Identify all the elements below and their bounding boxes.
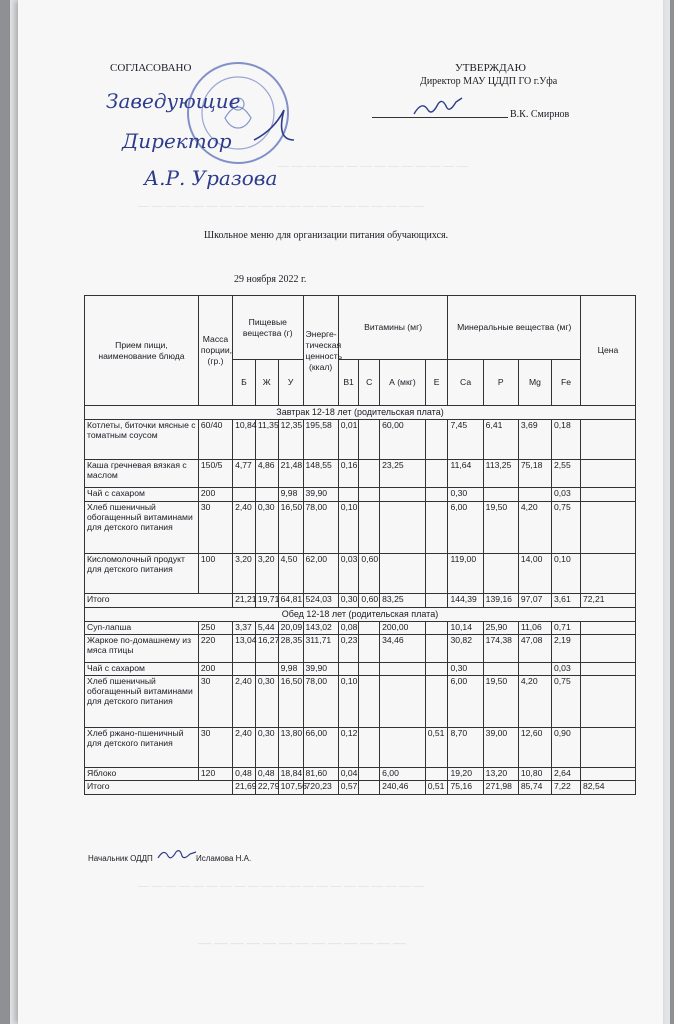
cell-u: 20,09 (278, 622, 303, 635)
cell-b: 2,40 (233, 676, 256, 728)
svg-text:Директор: Директор (122, 129, 232, 153)
cell-a: 6,00 (380, 768, 426, 781)
col-header-mg: Mg (518, 360, 551, 406)
cell-p: 13,20 (483, 768, 518, 781)
cell-u: 107,56 (278, 781, 303, 795)
col-header-energy: Энерге-тическая ценность (ккал) (303, 296, 338, 406)
cell-b: 13,04 (233, 635, 256, 663)
cell-zh: 3,20 (255, 554, 278, 594)
cell-price (581, 488, 636, 502)
cell-name: Каша гречневая вязкая с маслом (85, 460, 199, 488)
cell-mg: 10,80 (518, 768, 551, 781)
col-header-zh: Ж (255, 360, 278, 406)
cell-b1: 0,30 (338, 594, 359, 608)
cell-c (359, 420, 380, 460)
cell-kcal: 78,00 (303, 502, 338, 554)
col-header-vitamins: Витамины (мг) (338, 296, 448, 360)
cell-zh (255, 663, 278, 676)
section-title: Обед 12-18 лет (родительская плата) (85, 608, 636, 622)
approve-label: УТВЕРЖДАЮ (455, 62, 526, 74)
cell-name: Чай с сахаром (85, 663, 199, 676)
cell-b1: 0,10 (338, 502, 359, 554)
cell-price: 82,54 (581, 781, 636, 795)
cell-price (581, 420, 636, 460)
cell-zh: 0,30 (255, 502, 278, 554)
cell-c (359, 635, 380, 663)
cell-p (483, 663, 518, 676)
cell-p: 19,50 (483, 676, 518, 728)
col-header-p: Р (483, 360, 518, 406)
cell-kcal: 66,00 (303, 728, 338, 768)
cell-zh: 19,71 (255, 594, 278, 608)
cell-ca: 30,82 (448, 635, 483, 663)
bleed-through-text: — — — — — — — — — — — — — (198, 935, 406, 950)
cell-b1: 0,23 (338, 635, 359, 663)
cell-c (359, 663, 380, 676)
cell-price (581, 676, 636, 728)
cell-b1: 0,12 (338, 728, 359, 768)
cell-b: 0,48 (233, 768, 256, 781)
cell-e (425, 594, 448, 608)
cell-c (359, 460, 380, 488)
col-header-nutrients: Пищевые вещества (г) (233, 296, 303, 360)
cell-b1: 0,16 (338, 460, 359, 488)
cell-kcal: 78,00 (303, 676, 338, 728)
cell-p: 6,41 (483, 420, 518, 460)
col-header-e: Е (425, 360, 448, 406)
cell-price: 72,21 (581, 594, 636, 608)
cell-u: 18,84 (278, 768, 303, 781)
cell-p: 271,98 (483, 781, 518, 795)
cell-ca: 8,70 (448, 728, 483, 768)
cell-e (425, 502, 448, 554)
cell-mg: 3,69 (518, 420, 551, 460)
cell-b1 (338, 663, 359, 676)
cell-mg: 97,07 (518, 594, 551, 608)
cell-fe: 2,64 (552, 768, 581, 781)
cell-e (425, 554, 448, 594)
cell-kcal: 720,23 (303, 781, 338, 795)
col-header-fe: Fe (552, 360, 581, 406)
cell-b1 (338, 488, 359, 502)
cell-name: Итого (85, 781, 233, 795)
menu-table (84, 295, 636, 795)
col-header-ca: Са (448, 360, 483, 406)
document-date: 29 ноября 2022 г. (234, 274, 307, 285)
cell-zh: 4,86 (255, 460, 278, 488)
cell-u: 4,50 (278, 554, 303, 594)
cell-kcal: 62,00 (303, 554, 338, 594)
cell-a: 200,00 (380, 622, 426, 635)
table-row (85, 663, 636, 676)
table-row (85, 635, 636, 663)
cell-name: Кисломолочный продукт для детского питания (85, 554, 199, 594)
cell-b1: 0,03 (338, 554, 359, 594)
cell-e (425, 768, 448, 781)
cell-e: 0,51 (425, 781, 448, 795)
cell-mass: 120 (198, 768, 232, 781)
cell-ca: 0,30 (448, 488, 483, 502)
svg-text:Заведующие: Заведующие (106, 89, 241, 113)
cell-kcal: 195,58 (303, 420, 338, 460)
cell-ca: 19,20 (448, 768, 483, 781)
cell-fe: 3,61 (552, 594, 581, 608)
table-row (85, 676, 636, 728)
col-header-a: А (мкг) (380, 360, 426, 406)
cell-b: 2,40 (233, 502, 256, 554)
cell-p: 113,25 (483, 460, 518, 488)
col-header-minerals: Минеральные вещества (мг) (448, 296, 581, 360)
cell-kcal: 39,90 (303, 488, 338, 502)
cell-fe: 0,71 (552, 622, 581, 635)
footer-signature-icon (156, 846, 200, 862)
total-row (85, 781, 636, 795)
table-row (85, 488, 636, 502)
cell-b1: 0,10 (338, 676, 359, 728)
cell-p: 39,00 (483, 728, 518, 768)
cell-b1: 0,04 (338, 768, 359, 781)
bleed-through-text: — — — — — — — — — — — — — — — — — — — — — (138, 880, 424, 892)
cell-price (581, 622, 636, 635)
footer-position: Начальник ОДДП (88, 854, 153, 863)
col-header-u: У (278, 360, 303, 406)
cell-name: Котлеты, биточки мясные с томатным соусом (85, 420, 199, 460)
cell-fe: 0,90 (552, 728, 581, 768)
cell-ca: 144,39 (448, 594, 483, 608)
cell-fe: 0,75 (552, 502, 581, 554)
approver-title: Директор МАУ ЦДДП ГО г.Уфа (420, 76, 558, 87)
cell-zh: 22,79 (255, 781, 278, 795)
cell-name: Хлеб пшеничный обогащенный витаминами для детского питания (85, 502, 199, 554)
cell-a (380, 676, 426, 728)
cell-mass: 30 (198, 676, 232, 728)
cell-u: 12,35 (278, 420, 303, 460)
cell-price (581, 635, 636, 663)
cell-e: 0,51 (425, 728, 448, 768)
cell-b: 21,69 (233, 781, 256, 795)
cell-e (425, 460, 448, 488)
cell-a: 240,46 (380, 781, 426, 795)
cell-mass: 100 (198, 554, 232, 594)
cell-kcal: 311,71 (303, 635, 338, 663)
section-title: Завтрак 12-18 лет (родительская плата) (85, 406, 636, 420)
cell-mg: 12,60 (518, 728, 551, 768)
cell-u: 13,80 (278, 728, 303, 768)
cell-name: Хлеб пшеничный обогащенный витаминами для детского питания (85, 676, 199, 728)
table-row (85, 728, 636, 768)
cell-a (380, 728, 426, 768)
cell-mg (518, 663, 551, 676)
cell-c (359, 768, 380, 781)
cell-fe: 7,22 (552, 781, 581, 795)
cell-kcal: 524,03 (303, 594, 338, 608)
cell-mass: 250 (198, 622, 232, 635)
cell-fe: 0,03 (552, 488, 581, 502)
cell-price (581, 554, 636, 594)
table-row (85, 460, 636, 488)
cell-fe: 2,19 (552, 635, 581, 663)
cell-c (359, 502, 380, 554)
cell-zh: 16,27 (255, 635, 278, 663)
cell-u: 9,98 (278, 488, 303, 502)
cell-a (380, 663, 426, 676)
cell-b: 2,40 (233, 728, 256, 768)
cell-mg: 4,20 (518, 502, 551, 554)
cell-b: 10,84 (233, 420, 256, 460)
cell-e (425, 622, 448, 635)
cell-a (380, 502, 426, 554)
cell-b: 3,37 (233, 622, 256, 635)
table-row (85, 622, 636, 635)
cell-a (380, 554, 426, 594)
agreed-label: СОГЛАСОВАНО (110, 62, 192, 74)
cell-c: 0,60 (359, 554, 380, 594)
cell-mg: 4,20 (518, 676, 551, 728)
cell-c (359, 622, 380, 635)
cell-price (581, 768, 636, 781)
cell-zh: 0,30 (255, 728, 278, 768)
cell-mg: 11,06 (518, 622, 551, 635)
cell-c (359, 676, 380, 728)
cell-zh: 11,35 (255, 420, 278, 460)
cell-u: 28,35 (278, 635, 303, 663)
cell-mass: 30 (198, 502, 232, 554)
bleed-through-text: — — — — — — — — — — — — — — — — — — — — — (138, 200, 424, 212)
cell-b1: 0,01 (338, 420, 359, 460)
cell-ca: 0,30 (448, 663, 483, 676)
cell-a: 34,46 (380, 635, 426, 663)
cell-e (425, 635, 448, 663)
cell-p: 174,38 (483, 635, 518, 663)
cell-p: 19,50 (483, 502, 518, 554)
cell-mass: 220 (198, 635, 232, 663)
cell-c (359, 781, 380, 795)
svg-text:А.Р. Уразова: А.Р. Уразова (144, 166, 278, 190)
cell-mg: 47,08 (518, 635, 551, 663)
col-header-price: Цена (581, 296, 636, 406)
cell-mass: 60/40 (198, 420, 232, 460)
col-header-b: Б (233, 360, 256, 406)
cell-name: Чай с сахаром (85, 488, 199, 502)
cell-mg (518, 488, 551, 502)
cell-zh: 0,48 (255, 768, 278, 781)
cell-name: Суп-лапша (85, 622, 199, 635)
cell-ca: 6,00 (448, 676, 483, 728)
cell-mass: 200 (198, 488, 232, 502)
cell-zh: 0,30 (255, 676, 278, 728)
cell-mg: 14,00 (518, 554, 551, 594)
cell-c (359, 488, 380, 502)
document-title: Школьное меню для организации питания обучающихся. (204, 230, 449, 241)
table-row (85, 554, 636, 594)
cell-e (425, 676, 448, 728)
cell-kcal: 148,55 (303, 460, 338, 488)
col-header-dish: Прием пищи, наименование блюда (85, 296, 199, 406)
cell-fe: 0,10 (552, 554, 581, 594)
approver-name: В.К. Смирнов (510, 109, 570, 120)
cell-u: 9,98 (278, 663, 303, 676)
col-header-mass: Масса порции, (гр.) (198, 296, 232, 406)
cell-u: 16,50 (278, 502, 303, 554)
cell-ca: 6,00 (448, 502, 483, 554)
table-row (85, 502, 636, 554)
cell-ca: 10,14 (448, 622, 483, 635)
cell-a: 83,25 (380, 594, 426, 608)
col-header-c: C (359, 360, 380, 406)
cell-name: Хлеб ржано-пшеничный для детского питания (85, 728, 199, 768)
cell-price (581, 502, 636, 554)
handwritten-approval-signature (104, 80, 304, 195)
cell-b: 3,20 (233, 554, 256, 594)
cell-e (425, 420, 448, 460)
cell-b1: 0,57 (338, 781, 359, 795)
col-header-b1: B1 (338, 360, 359, 406)
cell-mass: 150/5 (198, 460, 232, 488)
cell-kcal: 39,90 (303, 663, 338, 676)
cell-c: 0,60 (359, 594, 380, 608)
section-header-row (85, 406, 636, 420)
cell-u: 16,50 (278, 676, 303, 728)
cell-ca: 11,64 (448, 460, 483, 488)
cell-mg: 75,18 (518, 460, 551, 488)
cell-fe: 2,55 (552, 460, 581, 488)
cell-b (233, 488, 256, 502)
table-row (85, 420, 636, 460)
footer-name: Исламова Н.А. (196, 854, 252, 863)
cell-p: 139,16 (483, 594, 518, 608)
cell-name: Жаркое по-домашнему из мяса птицы (85, 635, 199, 663)
total-row (85, 594, 636, 608)
cell-a: 60,00 (380, 420, 426, 460)
section-header-row (85, 608, 636, 622)
cell-a: 23,25 (380, 460, 426, 488)
cell-mg: 85,74 (518, 781, 551, 795)
cell-u: 21,48 (278, 460, 303, 488)
cell-kcal: 143,02 (303, 622, 338, 635)
cell-b1: 0,08 (338, 622, 359, 635)
cell-zh: 5,44 (255, 622, 278, 635)
cell-fe: 0,75 (552, 676, 581, 728)
cell-e (425, 663, 448, 676)
bleed-through-text: — — — — — — — — — — — — — — (278, 160, 468, 172)
cell-mass: 200 (198, 663, 232, 676)
cell-mass: 30 (198, 728, 232, 768)
cell-ca: 7,45 (448, 420, 483, 460)
cell-c (359, 728, 380, 768)
cell-price (581, 728, 636, 768)
cell-b (233, 663, 256, 676)
cell-p: 25,90 (483, 622, 518, 635)
cell-zh (255, 488, 278, 502)
cell-fe: 0,18 (552, 420, 581, 460)
cell-ca: 75,16 (448, 781, 483, 795)
cell-price (581, 663, 636, 676)
cell-name: Яблоко (85, 768, 199, 781)
cell-u: 64,81 (278, 594, 303, 608)
cell-ca: 119,00 (448, 554, 483, 594)
director-signature-icon (410, 96, 470, 120)
cell-kcal: 81,60 (303, 768, 338, 781)
cell-fe: 0,03 (552, 663, 581, 676)
cell-a (380, 488, 426, 502)
table-row (85, 768, 636, 781)
cell-price (581, 460, 636, 488)
cell-p (483, 488, 518, 502)
cell-name: Итого (85, 594, 233, 608)
cell-b: 21,21 (233, 594, 256, 608)
cell-p (483, 554, 518, 594)
cell-b: 4,77 (233, 460, 256, 488)
cell-e (425, 488, 448, 502)
